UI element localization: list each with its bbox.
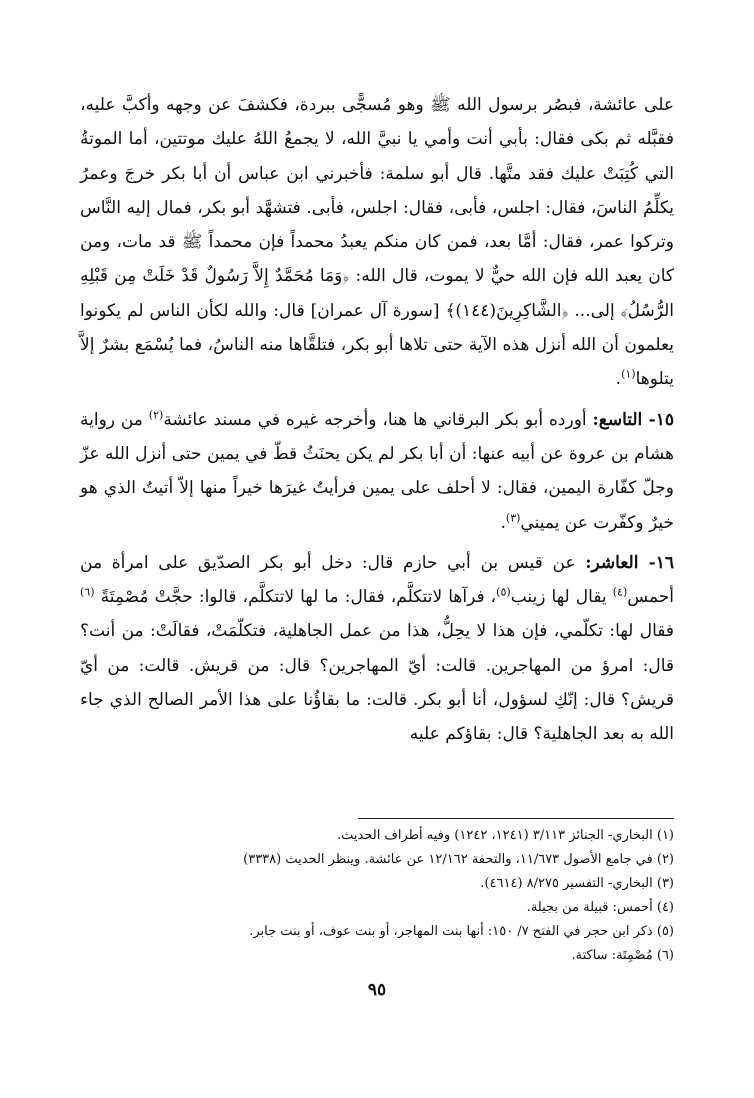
paragraph-hadith-14-continuation: على عائشة، فبصُر برسول الله ﷺ وهو مُسجًّى ببردة، فكشفَ عن وجهه وأكبَّ عليه، فقبَّله ثم بكى فقال: بأبي أنت وأمي يا نبيَّ الله، لا يجمعُ اللهُ عليك موتتين، أما الموتةُ التي كُتِبَتْ عليك فقد متَّها. قال أبو سلمة: فأخبرني ابن عباس أن أبا بكر خرجَ وعمرُ يكلِّمُ الناسَ، فقال: اجلس، فأبى، فقال: اجلس، فأبى. فتشهَّد أبو بكر، فمال إليه النَّاس وتركوا عمر، فقال: أمَّا بعد، فمن كان منكم يعبدُ محمداً فإن محمداً ﷺ قد مات، ومن كان يعبد الله فإن الله حيٌّ لا يموت، قال الله: ﴿وَمَا مُحَمَّدٌ إِلاَّ رَسُولٌ قَدْ خَلَتْ مِن قَبْلِهِ الرُّسُلُ﴾ إلى... ﴿الشَّاكِرِينَ(١٤٤)﴾ [سورة آل عمران] قال: والله لكأن الناس لم يكونوا يعلمون أن الله أنزل هذه الآية حتى تلاها أبو بكر، فتلقَّاها منه الناسُ، فما يُسْمَع بشرٌ إلاَّ يتلوها$^{(١)}$. [80, 95, 674, 390]
footnote-divider [358, 818, 674, 819]
section-label-tenth: ١٦- العاشر: [585, 552, 674, 573]
footnote-ref-6: (٦) [80, 585, 95, 599]
footnote-6: (٦) مُصْمِتَة: ساكتة. [571, 948, 674, 963]
footnote-ref-3: (٣) [505, 510, 521, 524]
footnote-ref-5: (٥) [496, 585, 511, 599]
paragraph-hadith-15: ١٥- التاسع: أورده أبو بكر البرقاني ها هنا، وأخرجه غيره في مسند عائشة$^{(٢)}$ من رواية هشام بن عروة عن أبيه عنها: أن أبا بكر لم يكن يحنَثُ قطّ في يمين حتى أنزل الله عزّ وجلّ كفّارة اليمين، فقال: لا أحلف على يمين فرأيتُ غيرَها خيراً منها إلاّ أتيتُ الذي هو خيرٌ وكفّرت عن يميني$^{(٣)}$. [80, 408, 674, 533]
paragraph-text: ، فرآها لاتتكلَّم، فقال: ما لها لاتتكلَّم، قالوا: حجَّتْ مُصْمِتَةً [100, 587, 497, 608]
main-text [80, 88, 674, 752]
paragraph-text: أورده أبو بكر البرقاني ها هنا، وأخرجه غيره في مسند عائشة [163, 409, 587, 430]
footnote-1: (١) البخاري- الجنائز ٣/١١٣ (١٢٤١، ١٢٤٢) وفيه أطراف الحديث. [337, 828, 674, 843]
footnotes [80, 824, 674, 968]
paragraph-text: فقال لها: تكلّمي، فإن هذا لا يحِلُّ، هذا من عمل الجاهلية، فتكلّمَتْ، فقالَتْ: من أنت؟ قال: امرؤ من المهاجرين. قالت: أيّ المهاجرين؟ قال: من قريش. قالت: من أيّ قريش؟ قال: إنّكِ لسؤول، أنا أبو بكر. قالت: ما بقاؤُنا على هذا الأمر الصالح الذي جاء الله به بعد الجاهلية؟ قال: بقاؤكم عليه [80, 621, 674, 745]
footnote-2: (٢) في جامع الأصول ١١/٦٧٣، والتحفة ١٢/١٦٢ عن عائشة. وينظر الحديث (٣٣٣٨) [243, 852, 674, 867]
footnote-ref-1: (١) [621, 367, 636, 381]
page-number: ٩٥ [367, 980, 387, 1000]
paragraph-text: على عائشة، فبصُر برسول الله ﷺ وهو مُسجًّى ببردة، فكشفَ عن وجهه وأكبَّ عليه، فقبَّله ثم بكى فقال: بأبي أنت وأمي يا نبيَّ الله، لا يجمعُ اللهُ عليك موتتين، أما الموتةُ التي كُتِبَتْ عليك فقد متَّها. قال أبو سلمة: فأخبرني ابن عباس أن أبا بكر خرجَ وعمرُ يكلِّمُ الناسَ، فقال: اجلس، فأبى، فقال: اجلس، فأبى. فتشهَّد أبو بكر، فمال إليه النَّاس وتركوا عمر، فقال: أمَّا بعد، فمن كان منكم يعبدُ محمداً فإن محمداً ﷺ قد مات، ومن كان يعبد الله فإن الله حيٌّ لا يموت، قال الله: ﴿وَمَا مُحَمَّدٌ إِلاَّ رَسُولٌ قَدْ خَلَتْ مِن قَبْلِهِ الرُّسُلُ﴾ إلى... ﴿الشَّاكِرِينَ(١٤٤)﴾ [سورة آل عمران] قال: والله لكأن الناس لم يكونوا يعلمون أن الله أنزل هذه الآية حتى تلاها أبو بكر، فتلقَّاها منه الناسُ، فما يُسْمَع بشرٌ إلاَّ يتلوها [80, 95, 674, 390]
paragraph-text: من رواية هشام بن عروة عن أبيه عنها: أن أبا بكر لم يكن يحنَثُ قطّ في يمين حتى أنزل الله عزّ وجلّ كفّارة اليمين، فقال: لا أحلف على يمين فرأيتُ غيرَها خيراً منها إلاّ أتيتُ الذي هو خيرٌ وكفّرت عن يميني [80, 409, 674, 533]
footnote-ref-2: (٢) [148, 408, 164, 422]
section-label-ninth: ١٥- التاسع: [592, 409, 674, 430]
footnote-3: (٣) البخاري- التفسير ٨/٢٧٥ (٤٦١٤). [480, 876, 674, 891]
paragraph-text: يقال لها زينب [510, 587, 607, 608]
paragraph-hadith-16 [80, 546, 674, 752]
paragraph-text: عن قيس بن أبي حازم قال: دخل أبو بكر الصدّيق على امرأة من أحمس [80, 552, 674, 608]
footnote-ref-4: (٤) [612, 585, 628, 599]
footnote-5: (٥) ذكر ابن حجر في الفتح ٧/ ١٥٠: أنها بنت المهاجر، أو بنت عوف، أو بنت جابر. [249, 924, 674, 939]
footnote-4: (٤) أحمس: قبيلة من بجيلة. [526, 900, 674, 915]
